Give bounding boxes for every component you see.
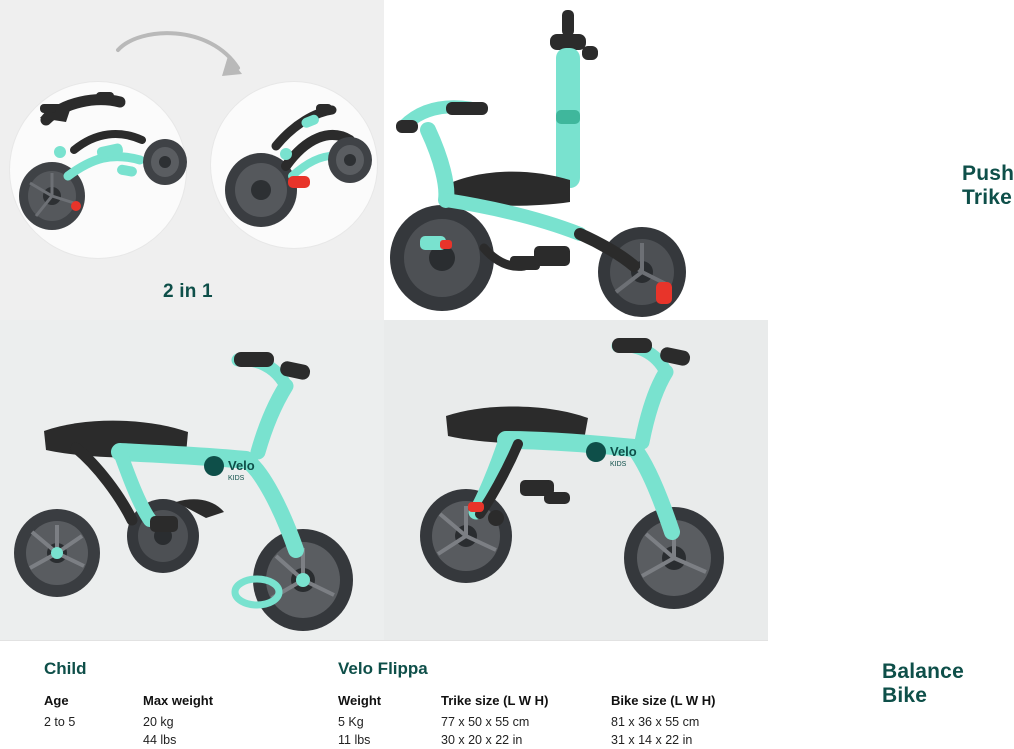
spec-heading-child: Child bbox=[44, 659, 87, 678]
spec-weight-metric: 5 Kg bbox=[338, 715, 364, 729]
panel-specifications bbox=[0, 640, 768, 749]
panel-two-in-one bbox=[0, 0, 384, 320]
spec-trike-size bbox=[441, 693, 548, 749]
panel-trike bbox=[0, 320, 384, 640]
spec-heading-product: Velo Flippa bbox=[338, 659, 428, 678]
spec-trike-size-title: Trike size (L W H) bbox=[441, 693, 549, 708]
spec-trike-size-imperial: 30 x 20 x 22 in bbox=[441, 733, 523, 748]
panel-push-trike bbox=[384, 0, 1014, 320]
balance-bike-illustration bbox=[384, 320, 768, 640]
push-trike-illustration bbox=[384, 0, 768, 320]
spec-weight-imperial: 11 lbs bbox=[338, 733, 371, 748]
svg-text:Velo: Velo bbox=[228, 458, 255, 473]
spec-max-weight-title: Max weight bbox=[143, 693, 214, 708]
spec-age-value: 2 to 5 bbox=[44, 715, 76, 729]
spec-bike-size bbox=[611, 693, 716, 749]
spec-bike-size-title: Bike size (L W H) bbox=[611, 693, 716, 708]
spec-weight bbox=[338, 693, 381, 749]
spec-max-weight-metric: 20 kg bbox=[143, 715, 174, 729]
spec-bike-size-imperial: 31 x 14 x 22 in bbox=[611, 733, 693, 748]
spec-bike-size-metric: 81 x 36 x 55 cm bbox=[611, 715, 700, 729]
spec-age-title: Age bbox=[44, 693, 69, 708]
spec-trike-size-metric: 77 x 50 x 55 cm bbox=[441, 715, 530, 729]
svg-text:KIDS: KIDS bbox=[610, 461, 627, 468]
spec-max-weight bbox=[143, 693, 213, 749]
svg-text:Velo: Velo bbox=[610, 444, 637, 459]
svg-text:KIDS: KIDS bbox=[228, 475, 245, 482]
label-two-in-one: 2 in 1 bbox=[163, 281, 213, 302]
spec-max-weight-imperial: 44 lbs bbox=[143, 733, 177, 748]
spec-weight-title: Weight bbox=[338, 693, 382, 708]
trike-illustration bbox=[0, 320, 384, 640]
folded-compact-illustration bbox=[0, 0, 384, 320]
label-balance-bike: Balance Bike bbox=[882, 660, 964, 707]
spec-age bbox=[44, 693, 75, 731]
label-push-trike: Push Trike bbox=[962, 162, 1014, 209]
